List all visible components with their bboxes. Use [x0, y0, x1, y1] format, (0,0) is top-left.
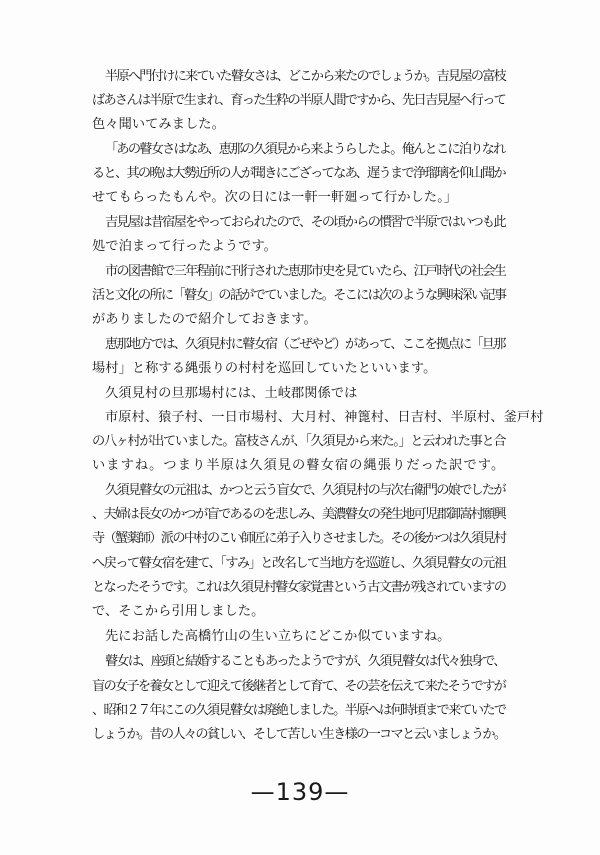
text-line: 寺（蟹薬師）派の中村のこい師匠に弟子入りさせました。その後かつは久須見村: [92, 531, 506, 546]
text-line: の八ヶ村が出ていました。富枝さんが、「久須見から来た。」と云われた事と合: [92, 434, 506, 449]
text-line: 先にお話した高橋竹山の生い立ちにどこか似ていますね。: [105, 629, 451, 644]
text-line: 、夫婦は長女のかつが盲であるのを悲しみ、美濃瞽女の発生地可児郡御嵩村願興: [92, 507, 506, 522]
text-line: 半原へ門付けに来ていた瞽女さは、どこから来たのでしょうか。吉見屋の富枝: [105, 69, 506, 84]
text-line: 久須見村の旦那場村には、土岐郡関係では: [105, 386, 358, 401]
page-number: —139—: [250, 778, 350, 806]
text-line: となったそうです。これは久須見村瞽女家覚書という古文書が残されていますの: [92, 580, 506, 595]
text-line: 瞽女は、座頭と結婚することもあったようですが、久須見瞽女は代々独身で、: [105, 654, 505, 669]
text-line: 、昭和２７年にこの久須見瞽女は廃絶しました。半原へは何時頃まで来ていたで: [92, 703, 506, 718]
text-line: 吉見屋は昔宿屋をやっておられたので、その頃からの慣習で半原ではいつも此: [105, 215, 505, 230]
text-line: しょうか。昔の人々の貧しい、そして苦しい生き様の一コマと云いましょうか。: [92, 727, 506, 742]
text-line: 色々聞いてみました。: [92, 117, 225, 132]
text-line: ると、其の晩は大勢近所の人が聞きにござってなあ、遅うまで浄瑠璃を仰山聞か: [92, 166, 505, 181]
text-line: ばあさんは半原で生まれ、育った生粋の半原人間ですから、先日吉見屋へ行って: [92, 93, 506, 108]
text-line: せてもらったもんや。次の日には一軒一軒廻って行かした。」: [92, 190, 458, 205]
text-line: へ戻って瞽女宿を建て、「すみ」と改名して当地方を巡遊し、久須見瞽女の元祖: [92, 556, 506, 571]
text-line: 活と文化の所に「瞽女」の話がでていました。そこには次のような興味深い記事: [92, 288, 506, 303]
text-line: で、そこから引用しました。: [92, 604, 265, 619]
text-line: いますね。つまり半原は久須見の瞽女宿の縄張りだった訳です。: [92, 458, 506, 473]
text-line: 市の図書館で三年程前に刊行された恵那市史を見ていたら、江戸時代の社会生: [105, 264, 506, 279]
text-line: 市原村、猿子村、一日市場村、大月村、神篦村、日吉村、半原村、釜戸村: [105, 410, 544, 425]
text-line: 場村」と称する縄張りの村村を巡回していたといいます。: [92, 361, 437, 376]
text-line: 恵那地方では、久須見村に瞽女宿（ごぜやど）があって、ここを拠点に「旦那: [105, 337, 505, 352]
text-line: がありましたので紹介しておきます。: [92, 312, 317, 327]
text-line: 「あの瞽女さはなあ、恵那の久須見から来ようらしたよ。俺んとこに泊りなれ: [105, 142, 505, 157]
text-line: 久須見瞽女の元祖は、かつと云う盲女で、久須見村の与次右衛門の娘でしたが: [105, 483, 505, 498]
text-line: 処で泊まって行ったようです。: [92, 239, 277, 254]
text-line: 盲の女子を養女として迎えて後継者として育て、その芸を伝えて来たそうですが: [92, 679, 506, 694]
